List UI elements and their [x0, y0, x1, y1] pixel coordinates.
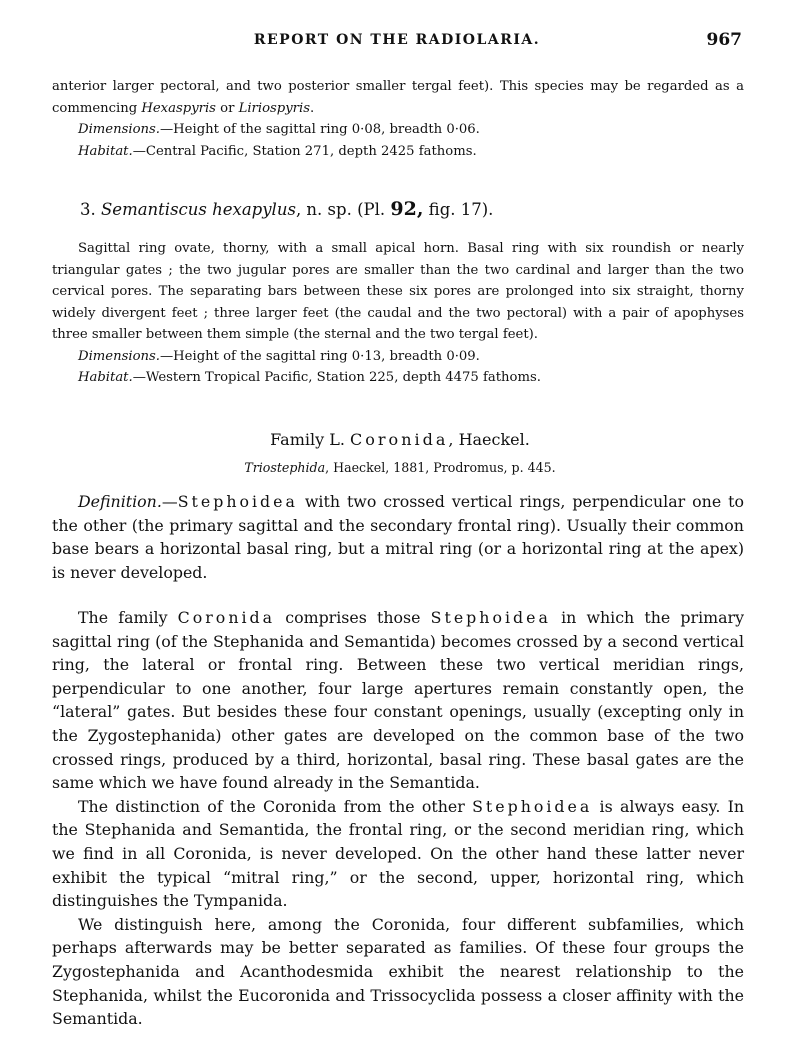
species-heading: 3. Semantiscus hexapylus, n. sp. (Pl. 92, fig. 17).	[80, 198, 494, 220]
genus-hexaspyris: Hexaspyris	[141, 100, 216, 116]
species-dimensions: Dimensions.—Height of the sagittal ring 0·13, breadth 0·09.	[78, 348, 480, 364]
page-header	[52, 32, 742, 58]
family-synonym: Triostephida, Haeckel, 1881, Prodromus, p. 445.	[244, 460, 556, 475]
definition-paragraph: Definition.—Stephoidea with two crossed vertical rings, perpendicular one to the other (the primary sagittal and the secondary frontal ring). Usually their common base bears a horizontal basal ring, but a mitral ring (or a horizontal ring at the apex) is never developed.	[52, 492, 744, 582]
discussion-block	[52, 606, 744, 1031]
habitat-label: Habitat.	[78, 370, 133, 385]
paragraph-3: We distinguish here, among the Coronida, four different subfamilies, which perhaps afterwards may be better separated as families. Of these four groups the Zygostephanida and Acanthodesmida exhibit the nearest relationship to the Stephanida, whilst the Eucoronida and Trissocyclida possess a closer affinity with the Semantida.	[52, 914, 744, 1029]
previous-species-continuation: anterior larger pectoral, and two posterior smaller tergal feet). This species may be regarded as a commencing Hexaspyris or Liriospyris.	[52, 79, 744, 116]
plate-number: 92,	[390, 198, 424, 220]
species-name: Semantiscus hexapylus	[101, 200, 296, 219]
definition-label: Definition.	[78, 492, 162, 511]
previous-species-block	[52, 76, 744, 162]
previous-habitat: Habitat.—Central Pacific, Station 271, depth 2425 fathoms.	[78, 143, 477, 159]
paragraph-2: The distinction of the Coronida from the other Stephoidea is always easy. In the Stephanida and Semantida, the frontal ring, or the second meridian ring, which we find in all Coronida, is never developed. On the other hand these latter never exhibit the typical “mitral ring,” or the second, upper, horizontal ring, which distinguishes the Tympanida.	[52, 796, 744, 911]
family-heading: Family L. Coronida, Haeckel.	[270, 430, 530, 449]
habitat-label: Habitat.	[78, 143, 133, 159]
genus-liriospyris: Liriospyris	[238, 100, 310, 116]
species-block	[52, 238, 744, 389]
running-title: REPORT ON THE RADIOLARIA.	[253, 32, 541, 48]
page-number: 967	[706, 30, 742, 50]
dimensions-label: Dimensions.	[78, 348, 160, 364]
definition-block	[52, 490, 744, 584]
previous-dimensions: Dimensions.—Height of the sagittal ring 0·08, breadth 0·06.	[78, 122, 480, 137]
paragraph-1: The family Coronida comprises those Stephoidea in which the primary sagittal ring (of the Stephanida and Semantida) becomes crossed by a second vertical ring, the lateral or frontal ring. Between these two vertical meridian rings, perpendicular to one another, four large apertures remain constantly open, the “lateral” gates. But besides these four constant openings, usually (excepting only in the Zygostephanida) other gates are developed on the common base of the two crossed rings, produced by a third, horizontal, basal ring. These basal gates are the same which we have found already in the Semantida.	[52, 608, 744, 793]
synonym-name: Triostephida	[244, 460, 326, 475]
species-description: Sagittal ring ovate, thorny, with a small apical horn. Basal ring with six roundish or nearly triangular gates ; the two jugular pores are smaller than the two cardinal and larger than the two cervical pores. The separating bars between these six pores are prolonged into six straight, thorny widely divergent feet ; three larger feet (the caudal and the two pectoral) with a pair of apophyses three smaller between them simple (the sternal and the two tergal feet).	[52, 241, 744, 342]
dimensions-label: Dimensions.	[78, 122, 160, 137]
definition-taxon: Stephoidea	[177, 492, 298, 511]
family-name: Coronida	[350, 430, 449, 449]
species-habitat: Habitat.—Western Tropical Pacific, Station 225, depth 4475 fathoms.	[78, 370, 541, 385]
